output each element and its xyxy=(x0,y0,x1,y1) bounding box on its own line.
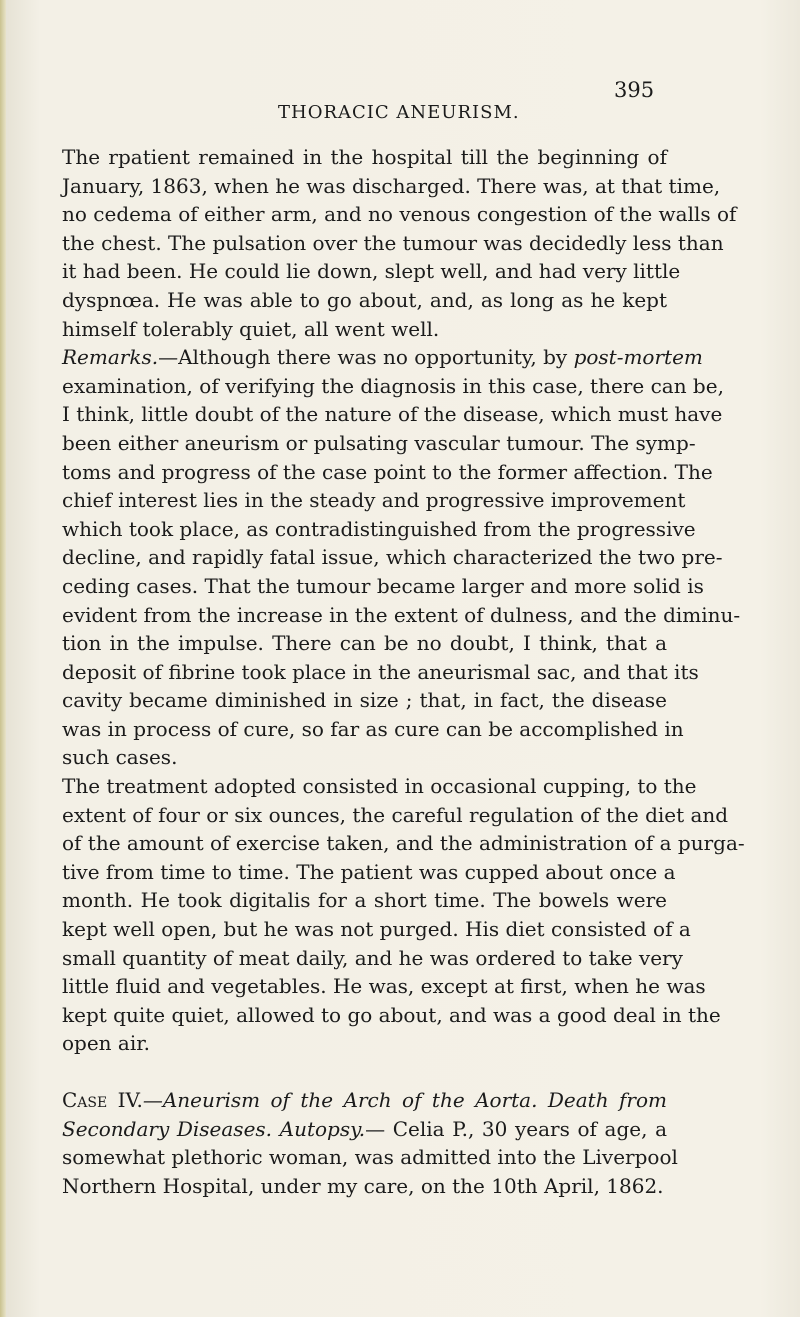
text-line: I think, little doubt of the nature of the disease, which must have xyxy=(62,402,723,427)
text-line: ceding cases. That the tumour became larger and more solid is xyxy=(62,573,704,598)
remarks-text: —Although there was no opportunity, by xyxy=(158,345,574,370)
text-line: of the amount of exercise taken, and the administration of a purga- xyxy=(62,831,745,856)
text-line: no cedema of either arm, and no venous congestion of the walls of xyxy=(62,202,737,227)
text-line: tion in the impulse. There can be no doubt, I think, that a xyxy=(62,631,667,656)
text-line: dyspnœa. He was able to go about, and, as long as he kept xyxy=(62,287,667,312)
text-line: examination, of verifying the diagnosis in this case, there can be, xyxy=(62,373,724,398)
case-heading-line xyxy=(62,1086,667,1115)
text-line: small quantity of meat daily, and he was ordered to take very xyxy=(62,945,683,970)
text-line: tive from time to time. The patient was cupped about once a xyxy=(62,859,676,884)
text-line: The treatment adopted consisted in occasional cupping, to the xyxy=(62,774,697,799)
text-line: little fluid and vegetables. He was, except at first, when he was xyxy=(62,974,706,999)
remarks-italic: post-mortem xyxy=(573,345,703,370)
case-title: —Aneurism of the Arch of the Aorta. Death from xyxy=(142,1088,667,1112)
text-line: himself tolerably quiet, all went well. xyxy=(62,316,440,341)
text-line: The rpatient remained in the hospital till the beginning of xyxy=(62,145,667,169)
paragraph-treatment xyxy=(62,772,745,1058)
text-line: open air. xyxy=(62,1031,150,1056)
text-line: such cases. xyxy=(62,745,178,770)
remarks-label: Remarks. xyxy=(62,345,159,370)
text-line: Northern Hospital, under my care, on the 10th April, 1862. xyxy=(62,1173,664,1198)
text-line: chief interest lies in the steady and progressive improvement xyxy=(62,488,686,513)
body-text xyxy=(62,143,745,1200)
text-line: somewhat plethoric woman, was admitted into the Liverpool xyxy=(62,1145,678,1170)
text-line: decline, and rapidly fatal issue, which characterized the two pre- xyxy=(62,545,723,570)
text-line: it had been. He could lie down, slept well, and had very little xyxy=(62,259,681,284)
text-line: January, 1863, when he was discharged. There was, at that time, xyxy=(62,173,721,198)
text-line: evident from the increase in the extent of dulness, and the diminu- xyxy=(62,602,741,627)
text-line: cavity became diminished in size ; that, in fact, the disease xyxy=(62,688,667,713)
text-line: toms and progress of the case point to the former affection. The xyxy=(62,459,713,484)
paragraph-remarks xyxy=(62,343,741,772)
text-line: which took place, as contradistinguished from the progressive xyxy=(62,516,696,541)
case-second-line xyxy=(62,1115,667,1144)
case-subtitle: Secondary Diseases. Autopsy. xyxy=(62,1116,366,1141)
running-head: THORACIC ANEURISM. xyxy=(278,102,520,123)
text-line: the chest. The pulsation over the tumour was decidedly less than xyxy=(62,230,724,255)
text-line: been either aneurism or pulsating vascular tumour. The symp- xyxy=(62,430,696,455)
case-label: Case IV. xyxy=(62,1088,143,1112)
text-line: was in process of cure, so far as cure can be accomplished in xyxy=(62,716,684,741)
text-line: kept quite quiet, allowed to go about, and was a good deal in the xyxy=(62,1002,721,1027)
page-edge xyxy=(0,0,6,1317)
text-line: extent of four or six ounces, the careful regulation of the diet and xyxy=(62,802,729,827)
case-text: — Celia P., 30 years of age, a xyxy=(365,1116,667,1141)
text-line: kept well open, but he was not purged. His diet consisted of a xyxy=(62,917,691,942)
paragraph-gap xyxy=(62,1058,667,1086)
text-line: month. He took digitalis for a short time. The bowels were xyxy=(62,888,667,913)
page-number: 395 xyxy=(614,78,655,102)
text-line: deposit of fibrine took place in the aneurismal sac, and that its xyxy=(62,659,699,684)
page-header xyxy=(0,78,800,123)
remarks-first-line xyxy=(62,343,703,372)
paragraph-case-iv xyxy=(62,1086,678,1200)
paragraph-patient-discharge xyxy=(62,143,737,343)
